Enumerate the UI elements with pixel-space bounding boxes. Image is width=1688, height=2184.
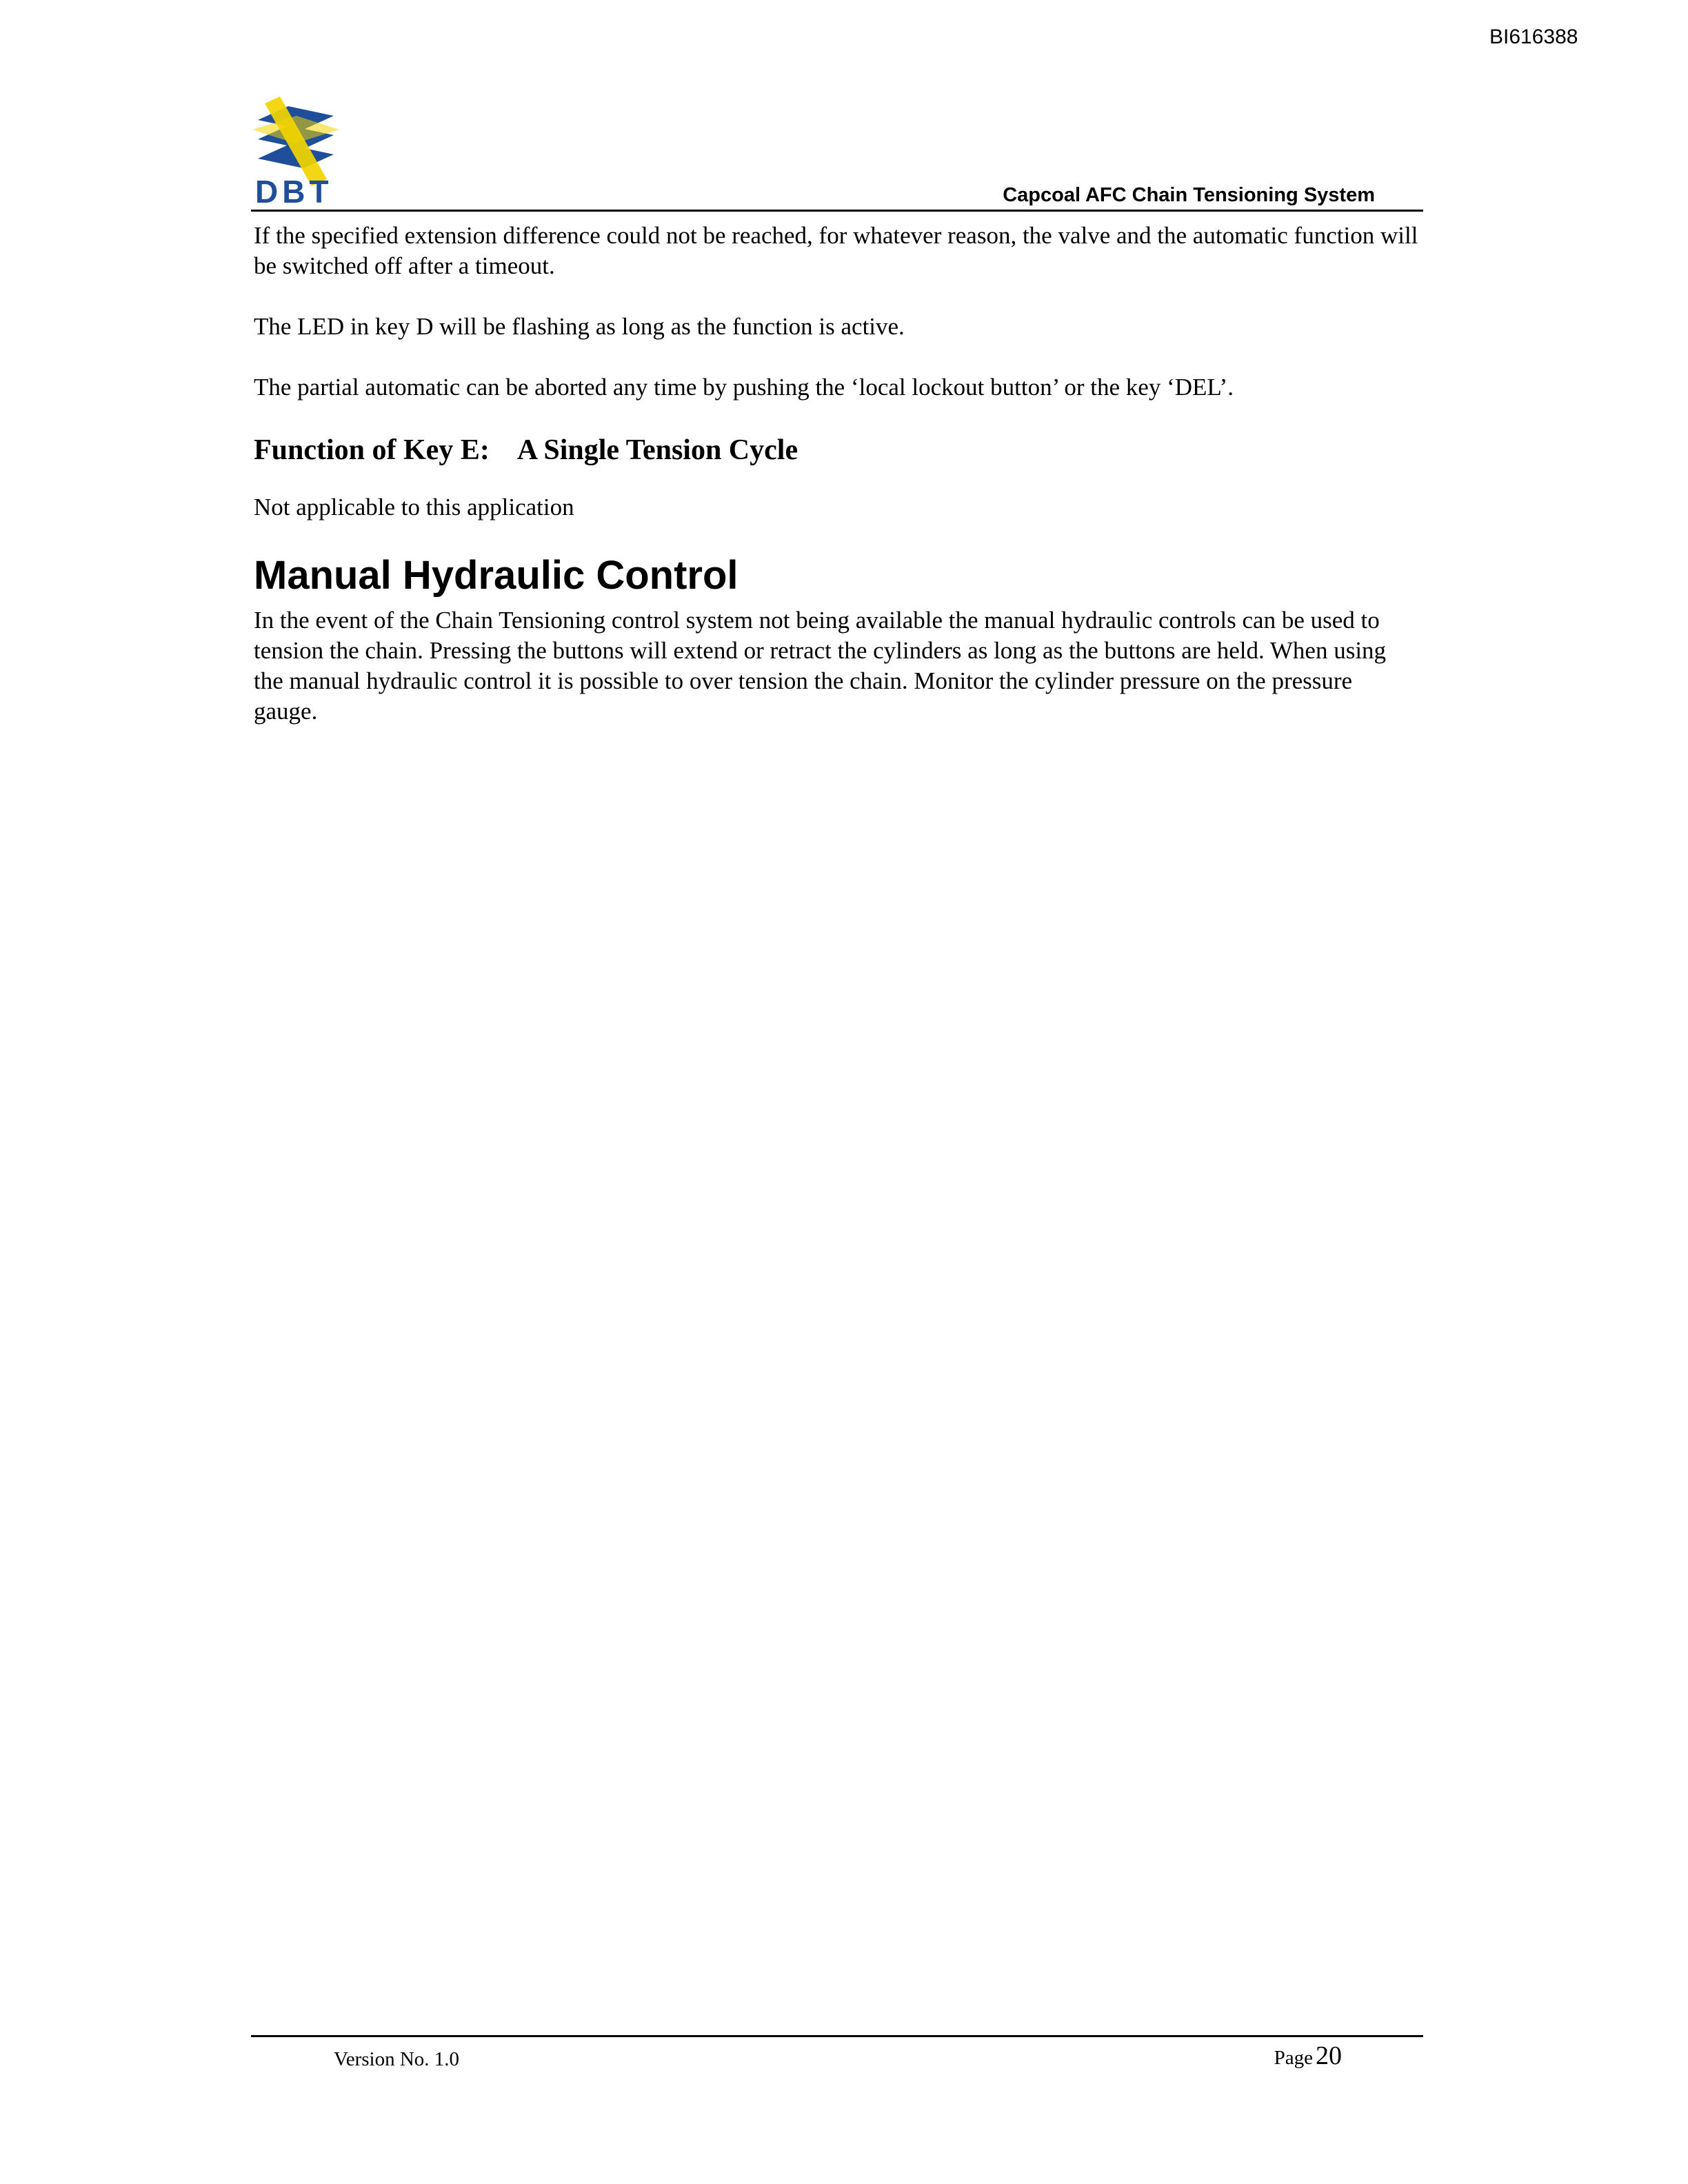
- heading-manual-hydraulic: Manual Hydraulic Control: [254, 553, 738, 598]
- paragraph-manual-hydraulic: In the event of the Chain Tensioning control system not being available the manual hydraulic controls can be used to tension the chain. Pressing the buttons will extend or retract the cylinders as long as the buttons are held. When using the manual hydraulic control it is possible to over tension the chain. Monitor the cylinder pressure on the pressure gauge.: [254, 607, 1387, 725]
- header-divider: [251, 210, 1423, 212]
- document-id: BI616388: [1489, 26, 1578, 48]
- paragraph-led: The LED in key D will be flashing as long as the function is active.: [254, 313, 905, 340]
- heading-key-e-label: Function of Key E:: [254, 434, 490, 466]
- paragraph-abort: The partial automatic can be aborted any time by pushing the ‘local lockout button’ or the key ‘DEL’.: [254, 374, 1234, 401]
- dbt-logo: [252, 91, 342, 208]
- footer-divider: [251, 2035, 1423, 2037]
- logo-mark-icon: [252, 97, 339, 186]
- header-title: Capcoal AFC Chain Tensioning System: [1003, 184, 1375, 206]
- footer-page-number: 20: [1316, 2041, 1342, 2070]
- heading-key-e-title: A Single Tension Cycle: [516, 434, 798, 466]
- page-body: [254, 221, 1419, 757]
- footer-page: [1214, 2041, 1342, 2071]
- footer-version: Version No. 1.0: [334, 2048, 460, 2070]
- heading-key-e: [254, 433, 1419, 467]
- paragraph-timeout: If the specified extension difference could not be reached, for whatever reason, the valve and the automatic function will be switched off after a timeout.: [254, 222, 1418, 279]
- logo-text: DBT: [255, 174, 333, 208]
- footer-page-label: Page: [1274, 2047, 1313, 2069]
- paragraph-not-applicable: Not applicable to this application: [254, 494, 574, 520]
